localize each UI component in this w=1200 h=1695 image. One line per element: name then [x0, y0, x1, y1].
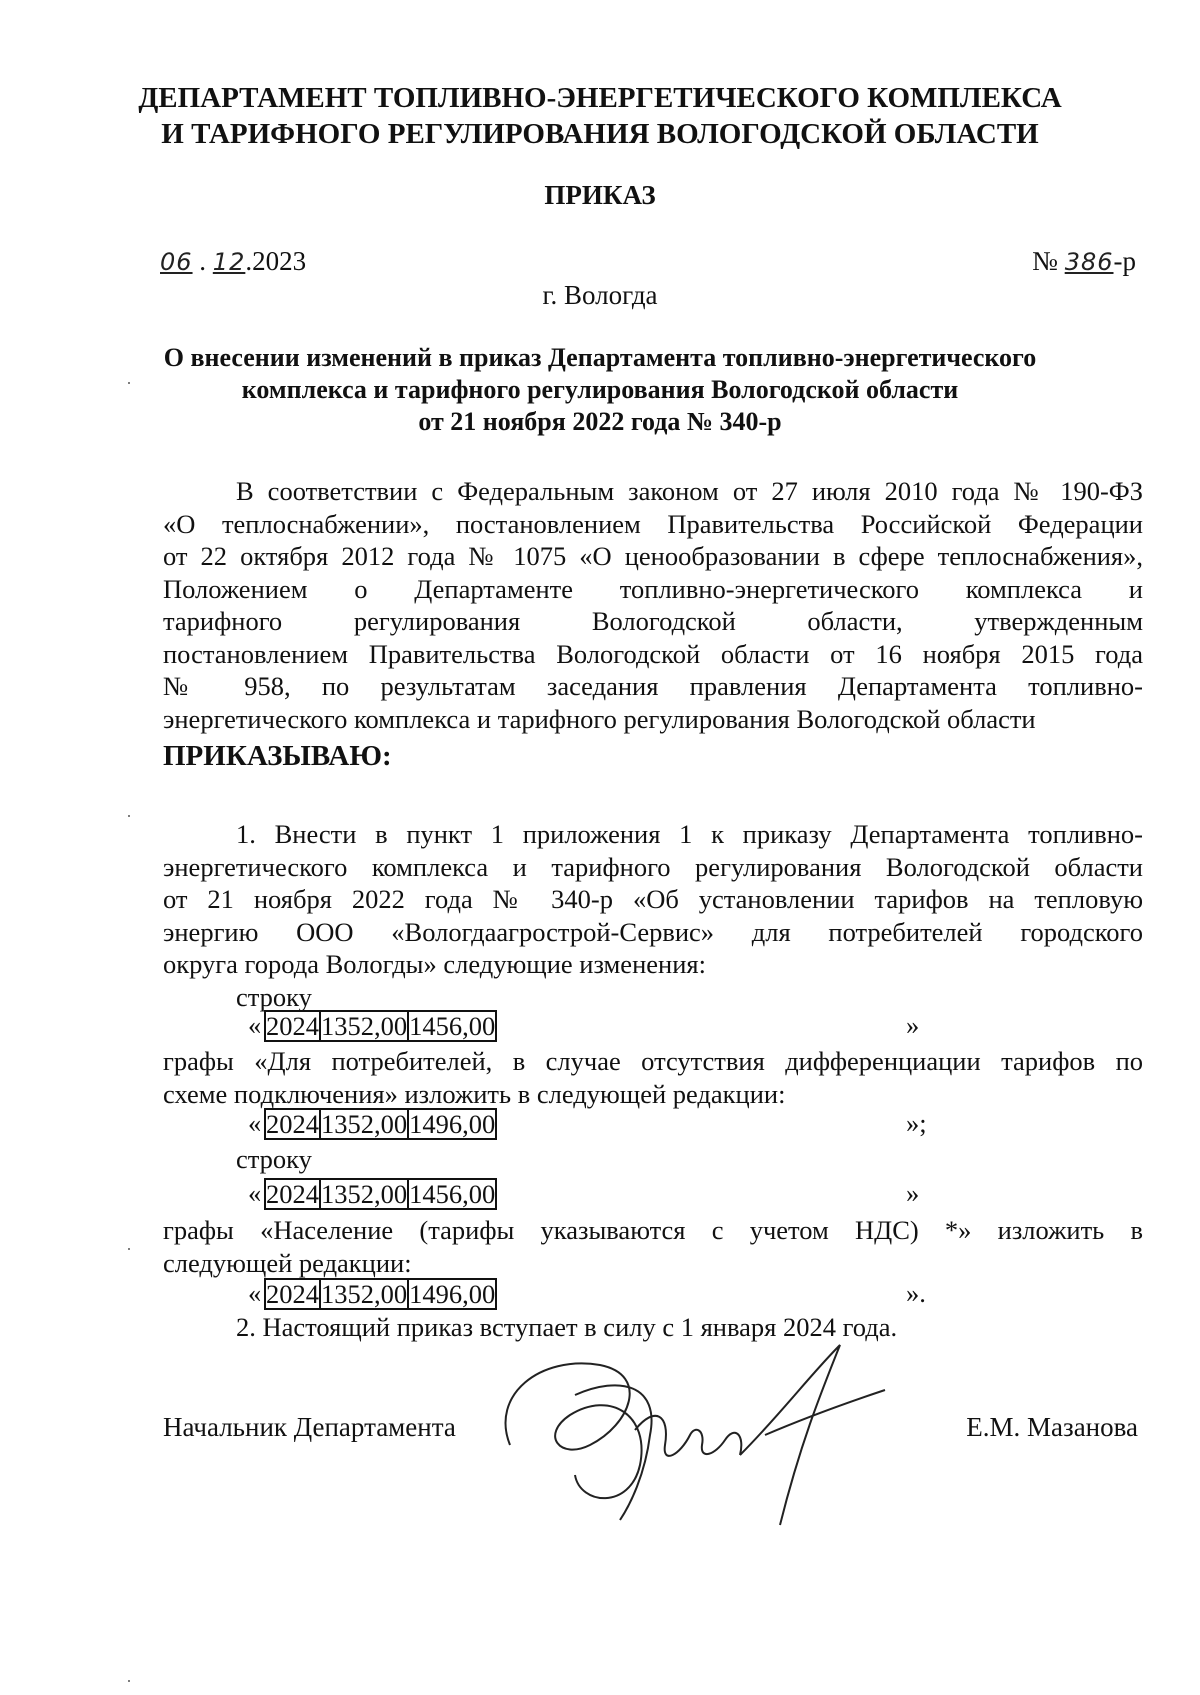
number-prefix: №: [1032, 246, 1058, 276]
item-1-line: энергетического комплекса и тарифного регулирования Вологодской области: [163, 851, 1143, 882]
quote-open: «: [248, 1278, 262, 1308]
preamble-line: «О теплоснабжении», постановлением Правительства Российской Федерации: [163, 508, 1143, 539]
item-1-paragraph: [163, 818, 1143, 981]
scan-speck: [128, 382, 130, 384]
graph-1-line: схеме подключения» изложить в следующей редакции:: [163, 1078, 786, 1109]
value-cell: 1456,00: [409, 1179, 496, 1209]
value-cell: 1352,00: [321, 1011, 408, 1041]
subject-line-2: комплекса и тарифного регулирования Вологодской области: [241, 375, 959, 404]
graph-1-line: графы «Для потребителей, в случае отсутствия дифференциации тарифов по: [163, 1046, 1143, 1076]
quote-close: »;: [906, 1108, 927, 1138]
item-1-line: 1. Внести в пункт 1 приложения 1 к приказу Департамента топливно-: [236, 819, 1143, 849]
item-1-line: округа города Вологды» следующие изменения:: [163, 949, 706, 979]
order-word: ПРИКАЗЫВАЮ:: [163, 740, 392, 772]
scan-speck: [128, 815, 130, 817]
date-day: 06: [160, 248, 193, 276]
preamble-line: № 958, по результатам заседания правления Департамента топливно-: [163, 671, 1143, 701]
preamble-line: энергетического комплекса и тарифного регулирования Вологодской области: [163, 703, 1036, 734]
handwritten-signature: [480, 1335, 900, 1535]
quote-close: »: [906, 1010, 920, 1040]
tariff-table: [264, 1278, 497, 1310]
scan-speck: [128, 1680, 130, 1682]
number-suffix: -р: [1113, 246, 1136, 276]
subject-line-1: О внесении изменений в приказ Департамента топливно-энергетического: [163, 343, 1037, 372]
value-cell: 1496,00: [409, 1279, 496, 1309]
value-cell: 1352,00: [321, 1279, 408, 1309]
document-date: 06 . 12.2023: [160, 246, 307, 276]
preamble-line: постановлением Правительства Вологодской области от 16 ноября 2015 года: [163, 638, 1143, 669]
quote-close: ».: [906, 1278, 926, 1308]
preamble-line: от 22 октября 2012 года № 1075 «О ценообразовании в сфере теплоснабжения»,: [163, 541, 1143, 571]
signatory-title: Начальник Департамента: [163, 1412, 456, 1442]
row-label: строку: [236, 1144, 312, 1174]
year-cell: 2024: [266, 1109, 319, 1139]
graph-2-line: графы «Население (тарифы указываются с учетом НДС) *» изложить в: [163, 1215, 1143, 1245]
preamble-line: В соответствии с Федеральным законом от 27 июля 2010 года № 190-ФЗ: [236, 476, 1143, 506]
year-cell: 2024: [266, 1179, 319, 1209]
tariff-table: [264, 1178, 497, 1210]
year-cell: 2024: [266, 1279, 319, 1309]
document-type: ПРИКАЗ: [544, 180, 656, 210]
date-year: .2023: [245, 246, 307, 276]
value-cell: 1352,00: [321, 1179, 408, 1209]
date-month: 12: [212, 248, 246, 276]
order-subject: [100, 342, 1100, 438]
preamble-line: Положением о Департаменте топливно-энергетического комплекса и: [163, 573, 1143, 604]
graph-1-paragraph: [163, 1045, 1143, 1110]
scan-speck: [128, 1248, 130, 1250]
row-label: строку: [236, 982, 312, 1012]
tariff-table: [264, 1108, 497, 1140]
number-value: 386: [1064, 248, 1114, 276]
quote-open: «: [248, 1178, 262, 1208]
year-cell: 2024: [266, 1011, 319, 1041]
city: г. Вологда: [542, 280, 658, 310]
item-1-line: от 21 ноября 2022 года № 340-р «Об установлении тарифов на тепловую: [163, 884, 1143, 914]
org-line-1: ДЕПАРТАМЕНТ ТОПЛИВНО-ЭНЕРГЕТИЧЕСКОГО КОМПЛЕКСА: [138, 82, 1062, 114]
graph-2-paragraph: [163, 1214, 1143, 1279]
quote-open: «: [248, 1010, 262, 1040]
graph-2-line: следующей редакции:: [163, 1247, 412, 1278]
tariff-table: [264, 1010, 497, 1042]
preamble-line: тарифного регулирования Вологодской области, утвержденным: [163, 606, 1143, 636]
item-1-line: энергию ООО «Вологдаагрострой-Сервис» для потребителей городского: [163, 916, 1143, 947]
item-2-text: 2. Настоящий приказ вступает в силу с 1 января 2024 года.: [236, 1312, 898, 1342]
organization-header: [0, 80, 1200, 152]
value-cell: 1352,00: [321, 1109, 408, 1139]
quote-close: »: [906, 1178, 920, 1208]
quote-open: «: [248, 1108, 262, 1138]
subject-line-3: от 21 ноября 2022 года № 340-р: [418, 407, 782, 436]
signatory-name: Е.М. Мазанова: [966, 1412, 1138, 1442]
value-cell: 1496,00: [409, 1109, 496, 1139]
preamble-paragraph: [163, 475, 1143, 735]
value-cell: 1456,00: [409, 1011, 496, 1041]
document-number: [1032, 246, 1136, 277]
org-line-2: И ТАРИФНОГО РЕГУЛИРОВАНИЯ ВОЛОГОДСКОЙ ОБЛАСТИ: [161, 118, 1039, 150]
